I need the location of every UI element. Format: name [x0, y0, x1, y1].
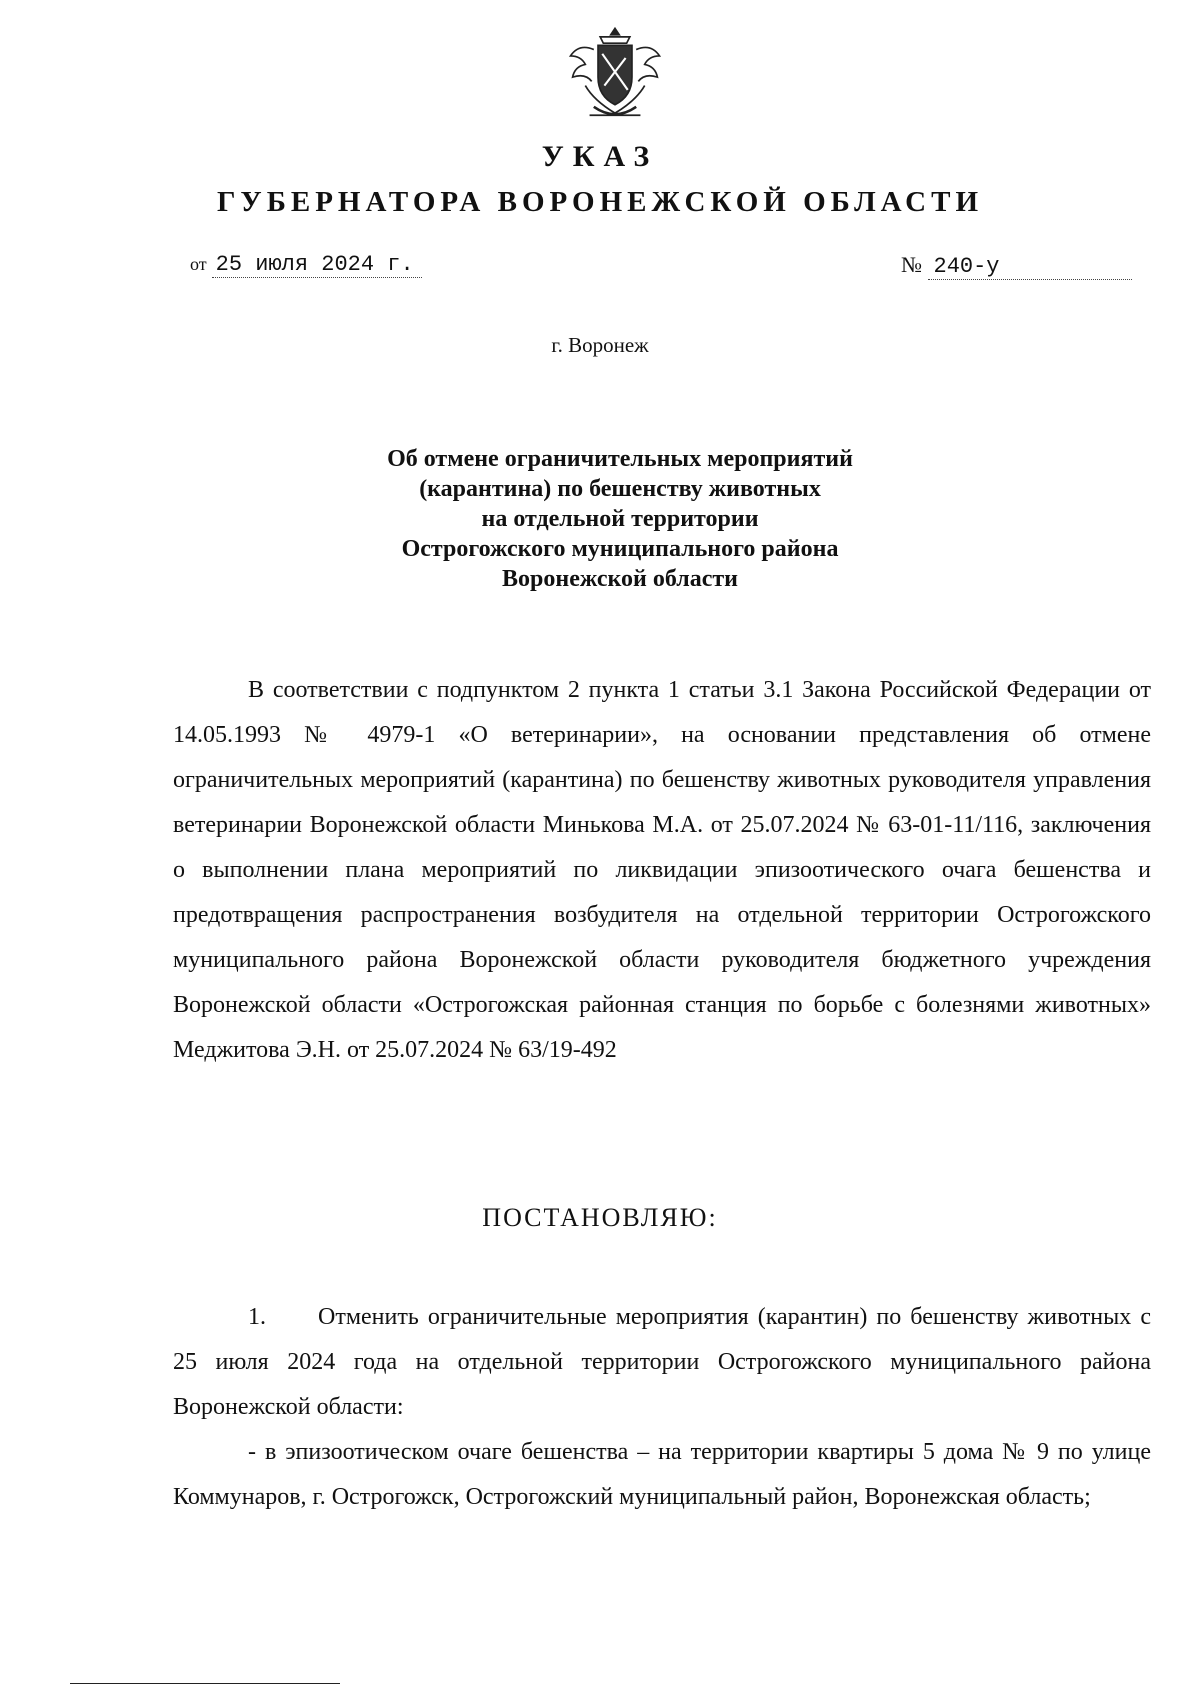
number-line: [901, 252, 1132, 280]
document-title: УКАЗ: [541, 140, 659, 173]
item-1-text: Отменить ограничительные мероприятия (карантин) по бешенству животных с 25 июля 2024 года на отдельной территории Острогожского муниципального района Воронежской области:: [173, 1304, 1151, 1420]
item-number: 1.: [248, 1304, 266, 1330]
date-line: [190, 252, 422, 278]
heading-line: на отдельной территории: [481, 506, 759, 532]
heading-line: Острогожского муниципального района: [401, 536, 839, 562]
coat-of-arms-icon: [560, 22, 670, 128]
document-subtitle: ГУБЕРНАТОРА ВОРОНЕЖСКОЙ ОБЛАСТИ: [216, 186, 984, 218]
heading-line: Воронежской области: [502, 566, 738, 592]
decree-word: ПОСТАНОВЛЯЮ:: [482, 1203, 718, 1232]
document-date: 25 июля 2024 г.: [212, 252, 422, 278]
heading-line: Об отмене ограничительных мероприятий: [387, 446, 853, 472]
footer-divider: [70, 1683, 340, 1684]
preamble-paragraph: В соответствии с подпунктом 2 пункта 1 статьи 3.1 Закона Российской Федерации от 14.05.1993 № 4979-1 «О ветеринарии», на основании представления об отмене ограничительных мероприятий (карантина) по бешенству животных руководителя управления ветеринарии Воронежской области Минькова М.А. от 25.07.2024 № 63-01-11/116, заключения о выполнении плана мероприятий по ликвидации эпизоотического очага бешенства и предотвращения распространения возбудителя на отдельной территории Острогожского муниципального района Воронежской области руководителя бюджетного учреждения Воронежской области «Острогожская районная станция по борьбе с болезнями животных» Меджитова Э.Н. от 25.07.2024 № 63/19-492: [173, 677, 1151, 1063]
item-1-subitem: - в эпизоотическом очаге бешенства – на территории квартиры 5 дома № 9 по улице Коммунаров, г. Острогожск, Острогожский муниципальный район, Воронежская область;: [173, 1439, 1151, 1510]
date-prefix: от: [190, 254, 207, 274]
number-prefix: №: [901, 252, 922, 277]
heading-line: (карантина) по бешенству животных: [419, 476, 821, 502]
item-1-paragraph: [173, 1295, 1151, 1430]
document-number: 240-у: [928, 254, 1132, 280]
city: г. Воронеж: [551, 333, 649, 357]
document-heading: [300, 444, 940, 594]
